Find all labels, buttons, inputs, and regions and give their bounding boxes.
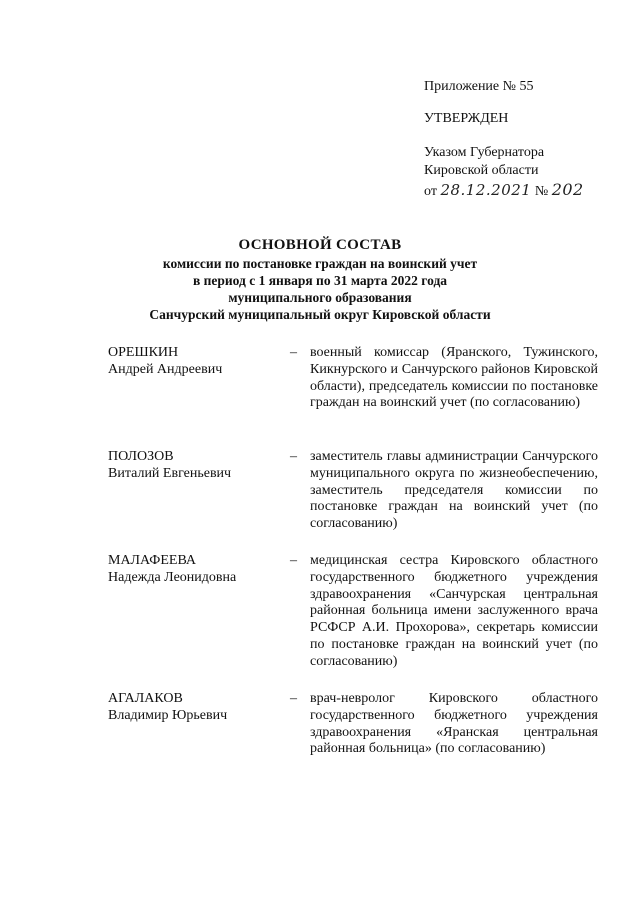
member-dash: – bbox=[290, 449, 297, 464]
handwritten-number: 202 bbox=[551, 180, 584, 199]
approved-label: УТВЕРЖДЕН bbox=[424, 111, 509, 126]
member-name bbox=[108, 553, 278, 587]
member-role: медицинская сестра Кировского областного государственного бюджетного учреждения здравоохранения «Санчурская центральная районная больница имени заслуженного врача РСФСР А.И. Прохорова», секретарь комиссии по постановке граждан на воинский учет (по согласованию) bbox=[310, 553, 598, 669]
decree-line-2: Кировской области bbox=[424, 163, 539, 178]
member-role: заместитель главы администрации Санчурского муниципального округа по жизнеобеспечению, заместитель председателя комиссии по постановке граждан на воинский учет (по согласованию) bbox=[310, 449, 598, 532]
member-name bbox=[108, 345, 278, 379]
member-surname: АГАЛАКОВ bbox=[108, 691, 183, 706]
member-dash: – bbox=[290, 553, 297, 568]
number-sign: № bbox=[534, 184, 549, 199]
member-surname: ПОЛОЗОВ bbox=[108, 449, 174, 464]
decree-line-1: Указом Губернатора bbox=[424, 145, 545, 160]
document-title bbox=[0, 236, 640, 323]
date-prefix: от bbox=[424, 184, 437, 199]
title-line-1: комиссии по постановке граждан на воинский учет bbox=[162, 256, 478, 271]
member-role: военный комиссар (Яранского, Тужинского, Кикнурского и Санчурского районов Кировской области), председатель комиссии по постановке граждан на воинский учет (по согласованию) bbox=[310, 345, 598, 411]
member-dash: – bbox=[290, 691, 297, 706]
title-main: ОСНОВНОЙ СОСТАВ bbox=[238, 237, 402, 253]
decree-date-row bbox=[424, 180, 584, 200]
member-role: врач-невролог Кировского областного государственного бюджетного учреждения здравоохранения «Яранская центральная районная больница» (по согласованию) bbox=[310, 691, 598, 757]
member-name bbox=[108, 449, 278, 483]
appendix-number: Приложение № 55 bbox=[424, 79, 534, 94]
handwritten-date: 28.12.2021 bbox=[440, 181, 532, 199]
member-name bbox=[108, 691, 278, 725]
member-surname: ОРЕШКИН bbox=[108, 345, 179, 360]
member-given-name: Надежда Леонидовна bbox=[108, 569, 237, 585]
title-line-2: в период с 1 января по 31 марта 2022 года bbox=[192, 273, 448, 288]
member-dash: – bbox=[290, 345, 297, 360]
member-given-name: Владимир Юрьевич bbox=[108, 707, 228, 723]
member-given-name: Виталий Евгеньевич bbox=[108, 465, 232, 481]
member-given-name: Андрей Андреевич bbox=[108, 361, 223, 377]
member-surname: МАЛАФЕЕВА bbox=[108, 553, 197, 568]
title-line-3: муниципального образования bbox=[228, 290, 412, 305]
title-line-4: Санчурский муниципальный округ Кировской области bbox=[149, 307, 491, 322]
